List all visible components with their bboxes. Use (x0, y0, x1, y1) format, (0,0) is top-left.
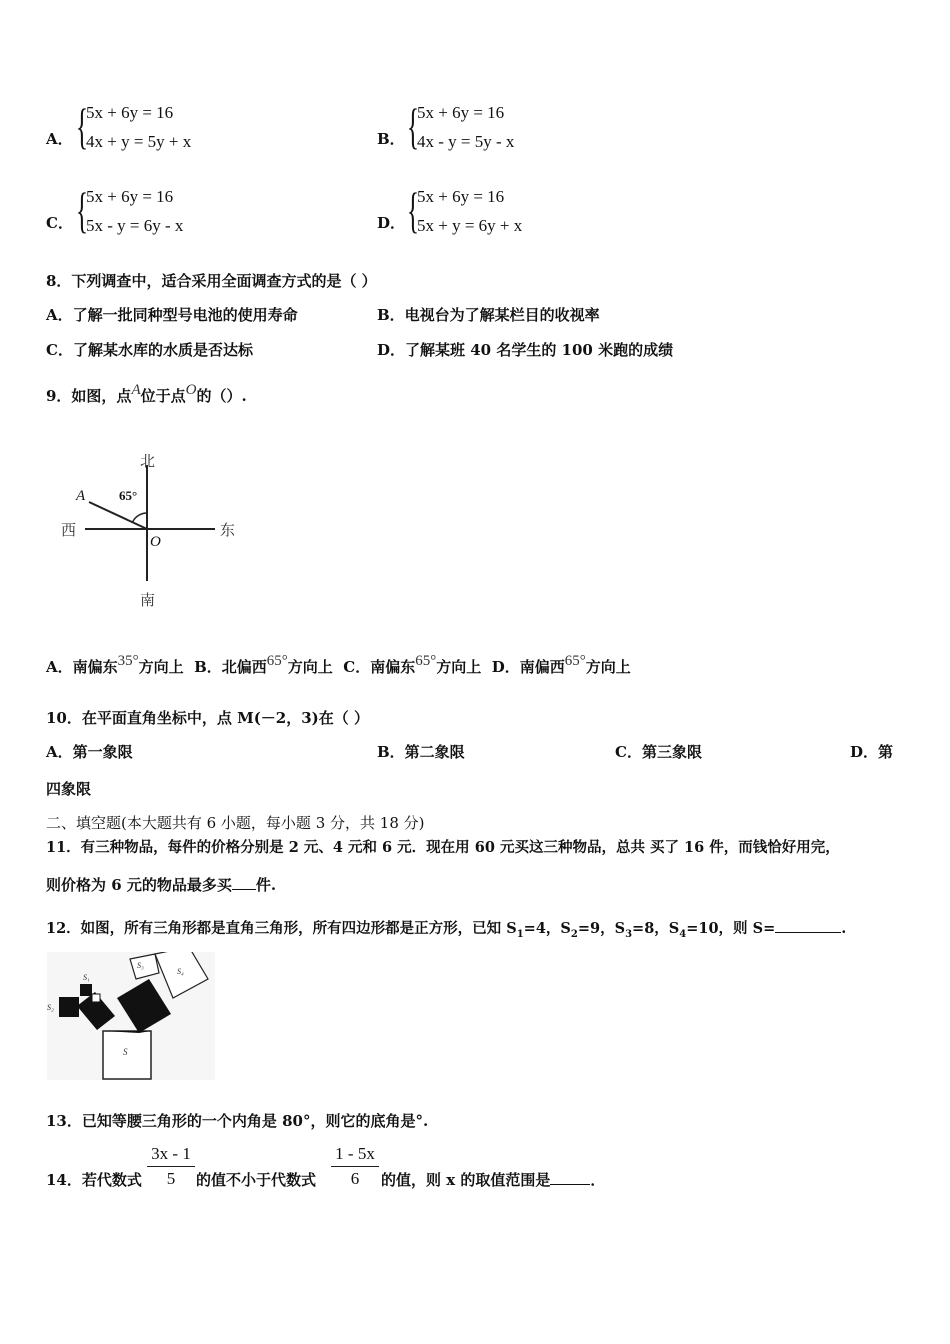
brace-icon: { (76, 182, 88, 238)
equation-2: 5x + y = 6y + x (417, 216, 523, 235)
q14-middle: 的值不小于代数式 (196, 1171, 317, 1189)
q10-option-c: C．第三象限 (615, 743, 702, 761)
q9-options (46, 653, 631, 677)
q11-text: 则价格为 6 元的物品最多买 (46, 876, 232, 894)
equation-1: 5x + 6y = 16 (86, 187, 174, 206)
option-text: 方向上 (436, 658, 482, 676)
subscript: 4 (679, 928, 687, 940)
q11-line2 (46, 874, 276, 895)
option-label: C． (46, 214, 73, 232)
brace-icon: { (407, 182, 419, 238)
fraction-numerator: 3x - 1 (151, 1144, 191, 1163)
q10-option-d: D．第 (850, 743, 894, 761)
angle-arc (133, 513, 148, 522)
q8-stem: 8．下列调查中，适合采用全面调查方式的是（ ） (46, 272, 377, 290)
angle-label: 65° (119, 488, 138, 503)
equation-1: 5x + 6y = 16 (417, 187, 505, 206)
q10-option-a: A．第一象限 (46, 743, 133, 761)
q8-option-c: C．了解某水库的水质是否达标 (46, 341, 253, 359)
q9-stem-part: 9．如图，点 (46, 387, 132, 405)
north-label: 北 (140, 452, 156, 470)
q12-text: =4，S (523, 920, 571, 937)
q9-stem-part: 位于点 (140, 387, 186, 405)
equation-2: 5x - y = 6y - x (86, 216, 184, 235)
q12-stem (46, 917, 846, 940)
point-o-label: O (150, 534, 161, 550)
q12-text: =10，则 S= (686, 920, 776, 937)
square-s1 (80, 984, 92, 996)
q9-stem-part: 的（）. (196, 387, 247, 405)
equation-1: 5x + 6y = 16 (417, 103, 505, 122)
option-text: 方向上 (585, 658, 631, 676)
option-text: D．南偏西 (491, 658, 565, 676)
q8-option-a: A．了解一批同种型号电池的使用寿命 (46, 306, 298, 324)
q9-option-b (194, 653, 333, 676)
option-text: 方向上 (287, 658, 333, 676)
point-a-label: A (76, 488, 86, 504)
squares-figure (47, 952, 215, 1080)
fraction-denominator: 5 (166, 1169, 176, 1188)
point-a-label: A (131, 382, 141, 398)
option-label: D． (377, 214, 406, 232)
equation-1: 5x + 6y = 16 (86, 103, 174, 122)
q14-suffix (381, 1169, 605, 1190)
option-angle: 35° (117, 653, 139, 669)
label-s: S (123, 1047, 128, 1057)
equation-2: 4x + y = 5y + x (86, 132, 192, 151)
section-heading: 二、填空题(本大题共有 6 小题，每小题 3 分，共 18 分) (46, 814, 425, 832)
point-o-label: O (185, 382, 197, 398)
fraction-bar (147, 1166, 195, 1167)
answer-blank[interactable] (232, 889, 256, 890)
answer-blank[interactable] (775, 932, 841, 933)
q12-text: =8，S (632, 920, 680, 937)
fraction-bar (331, 1166, 379, 1167)
option-angle: 65° (266, 653, 288, 669)
q9-stem (46, 382, 247, 406)
option-label: A． (46, 130, 73, 148)
option-text: C．南偏东 (343, 658, 416, 676)
q13-stem: 13．已知等腰三角形的一个内角是 80°，则它的底角是°. (46, 1112, 429, 1130)
equation-2: 4x - y = 5y - x (417, 132, 515, 151)
subscript: 2 (570, 928, 578, 940)
q12-text: 12．如图，所有三角形都是直角三角形，所有四边形都是正方形，已知 S (46, 920, 517, 937)
q14-prefix: 14．若代数式 (46, 1171, 142, 1189)
option-label: B． (377, 130, 405, 148)
q9-option-a (46, 653, 184, 676)
answer-blank[interactable] (550, 1184, 590, 1185)
q9-option-d (491, 653, 631, 676)
subscript: 1 (516, 928, 524, 940)
label-s1: S₁ (83, 973, 90, 982)
q9-option-c (343, 653, 482, 676)
q14-text: 的值，则 x 的取值范围是 (381, 1171, 551, 1189)
east-label: 东 (220, 521, 236, 539)
square-s2 (59, 997, 79, 1017)
brace-icon: { (76, 98, 88, 154)
q12-text: =9，S (577, 920, 626, 937)
q11-text: 件. (255, 876, 277, 894)
option-text: B．北偏西 (194, 658, 267, 676)
q8-option-b: B．电视台为了解某栏目的收视率 (377, 306, 600, 324)
south-label: 南 (140, 591, 156, 609)
subscript: 3 (625, 928, 633, 940)
fraction-numerator: 1 - 5x (335, 1144, 375, 1163)
compass-figure (50, 445, 250, 615)
q10-stem: 10．在平面直角坐标中，点 M(－2，3)在（ ） (46, 709, 369, 727)
square-s1-inner (92, 994, 100, 1002)
label-s2: S₂ (47, 1003, 54, 1012)
q8-option-d: D．了解某班 40 名学生的 100 米跑的成绩 (377, 341, 674, 359)
option-angle: 65° (415, 653, 437, 669)
fraction-denominator: 6 (350, 1169, 360, 1188)
q11-line1: 11．有三种物品，每件的价格分别是 2 元、4 元和 6 元．现在用 60 元买这三种物品，总共 买了 16 件，而钱恰好用完， (46, 839, 840, 856)
fraction-2 (331, 1144, 379, 1189)
q14-text: ． (590, 1171, 606, 1189)
option-text: 方向上 (138, 658, 184, 676)
option-angle: 65° (564, 653, 586, 669)
q10-option-b: B．第二象限 (377, 743, 465, 761)
option-text: A．南偏东 (46, 658, 118, 676)
q12-text: . (841, 920, 847, 937)
brace-icon: { (407, 98, 419, 154)
label-s3: S₃ (137, 961, 144, 970)
fraction-1 (147, 1144, 195, 1189)
q10-option-d-wrap: 四象限 (46, 780, 92, 798)
west-label: 西 (61, 521, 77, 539)
label-s4: S₄ (177, 967, 184, 976)
